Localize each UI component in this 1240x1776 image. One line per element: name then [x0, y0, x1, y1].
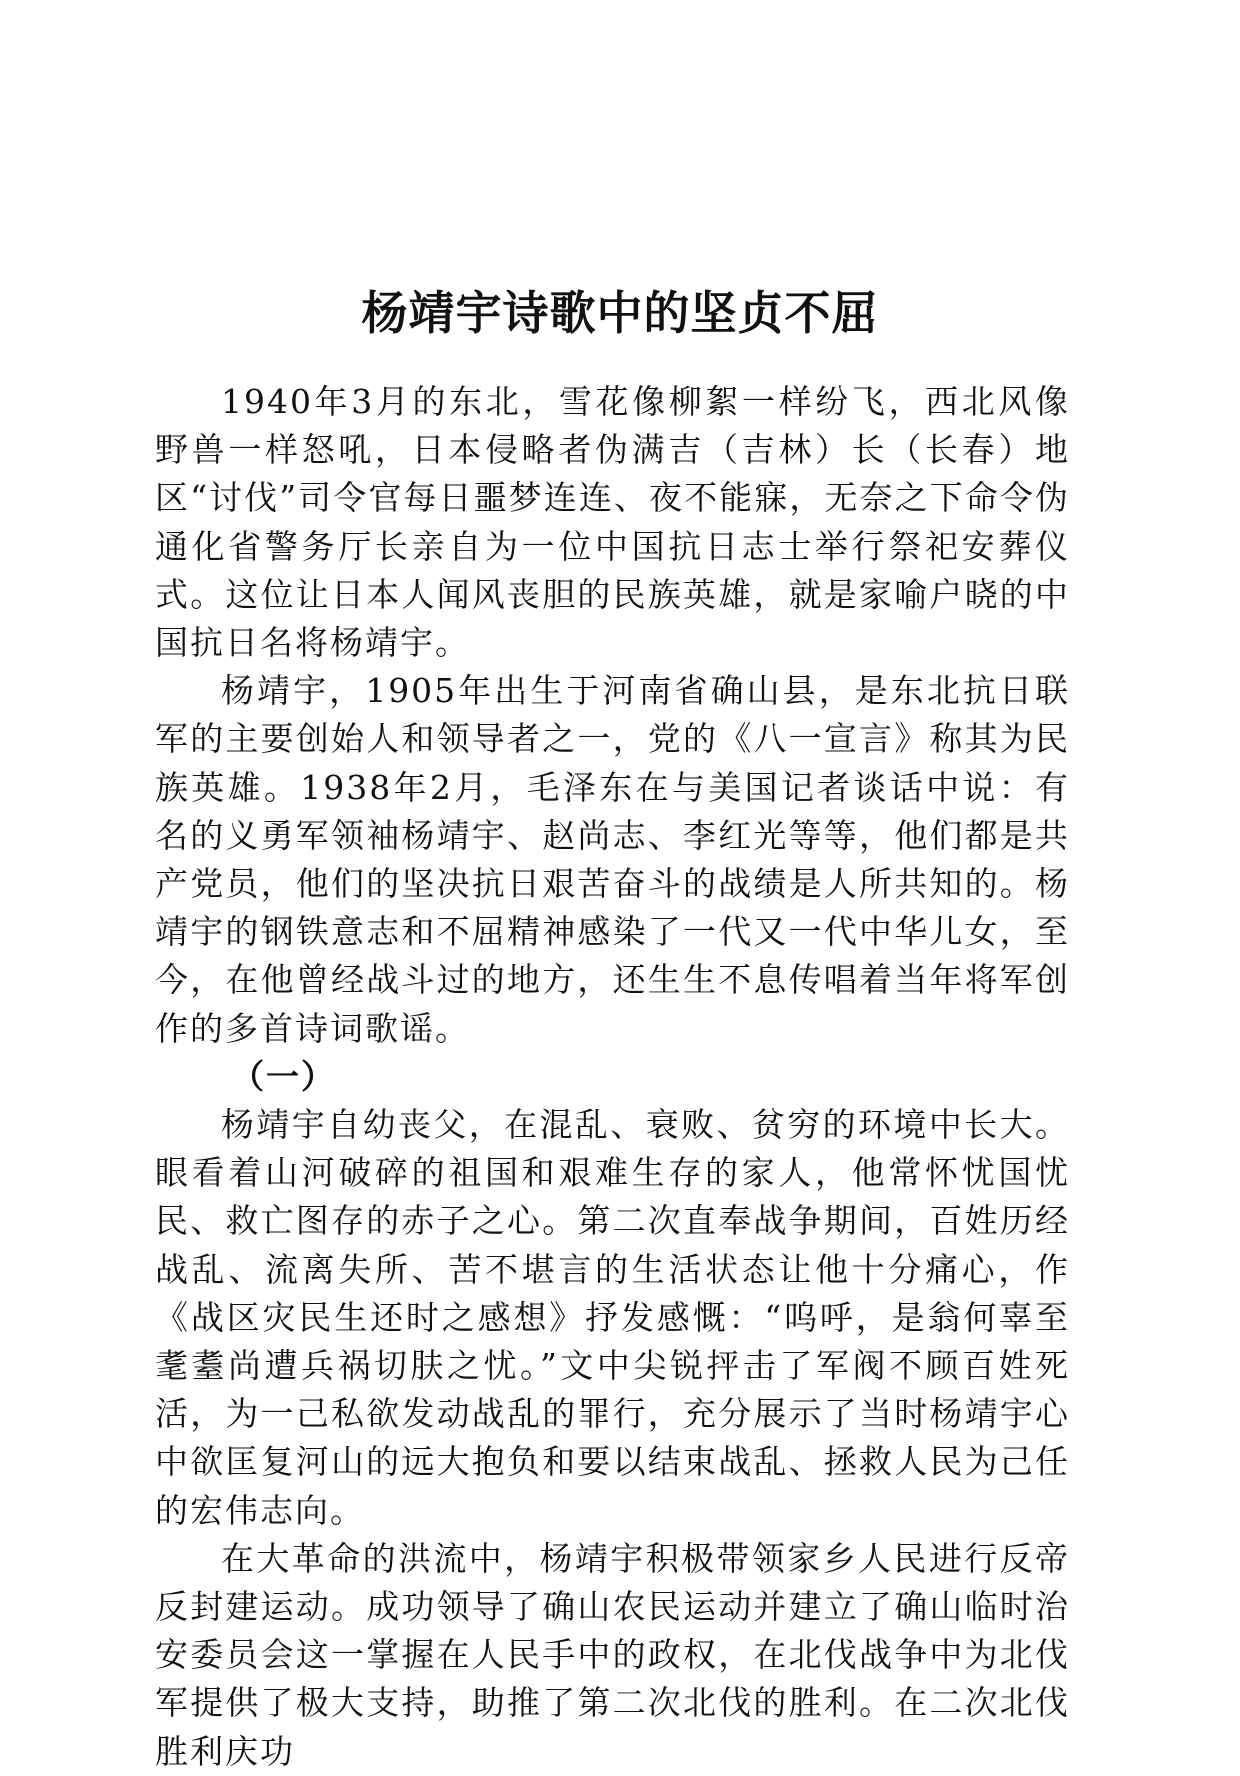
paragraph-1: 1940年3月的东北，雪花像柳絮一样纷飞，西北风像野兽一样怒吼，日本侵略者伪满吉（吉林）长（长春）地区“讨伐”司令官每日噩梦连连、夜不能寐，无奈之下命令伪通化省警务厅长亲自为一位中国抗日志士举行祭祀安葬仪式。这位让日本人闻风丧胆的民族英雄，就是家喻户晓的中国抗日名将杨靖宇。 [155, 382, 1070, 663]
article-body [155, 378, 1070, 1776]
paragraph-3: 杨靖宇自幼丧父，在混乱、衰败、贫穷的环境中长大。眼看着山河破碎的祖国和艰难生存的家人，他常怀忧国忧民、救亡图存的赤子之心。第二次直奉战争期间，百姓历经战乱、流离失所、苦不堪言的生活状态让他十分痛心，作《战区灾民生还时之感想》抒发感慨：“呜呼，是翁何辜至耄耋尚遭兵祸切肤之忧。”文中尖锐抨击了军阀不顾百姓死活，为一己私欲发动战乱的罪行，充分展示了当时杨靖宇心中欲匡复河山的远大抱负和要以结束战乱、拯救人民为己任的宏伟志向。 [155, 1105, 1070, 1530]
paragraph-2: 杨靖宇，1905年出生于河南省确山县，是东北抗日联军的主要创始人和领导者之一，党的《八一宣言》称其为民族英雄。1938年2月，毛泽东在与美国记者谈话中说：有名的义勇军领袖杨靖宇、赵尚志、李红光等等，他们都是共产党员，他们的坚决抗日艰苦奋斗的战绩是人所共知的。杨靖宇的钢铁意志和不屈精神感染了一代又一代中华儿女，至今，在他曾经战斗过的地方，还生生不息传唱着当年将军创作的多首诗词歌谣。 [155, 671, 1070, 1048]
section-heading-1: （一） [231, 1056, 336, 1096]
paragraph-4: 在大革命的洪流中，杨靖宇积极带领家乡人民进行反帝反封建运动。成功领导了确山农民运动并建立了确山临时治安委员会这一掌握在人民手中的政权，在北伐战争中为北伐军提供了极大支持，助推了第二次北伐的胜利。在二次北伐胜利庆功 [155, 1538, 1070, 1771]
article-title: 杨靖宇诗歌中的坚贞不屈 [361, 285, 879, 340]
